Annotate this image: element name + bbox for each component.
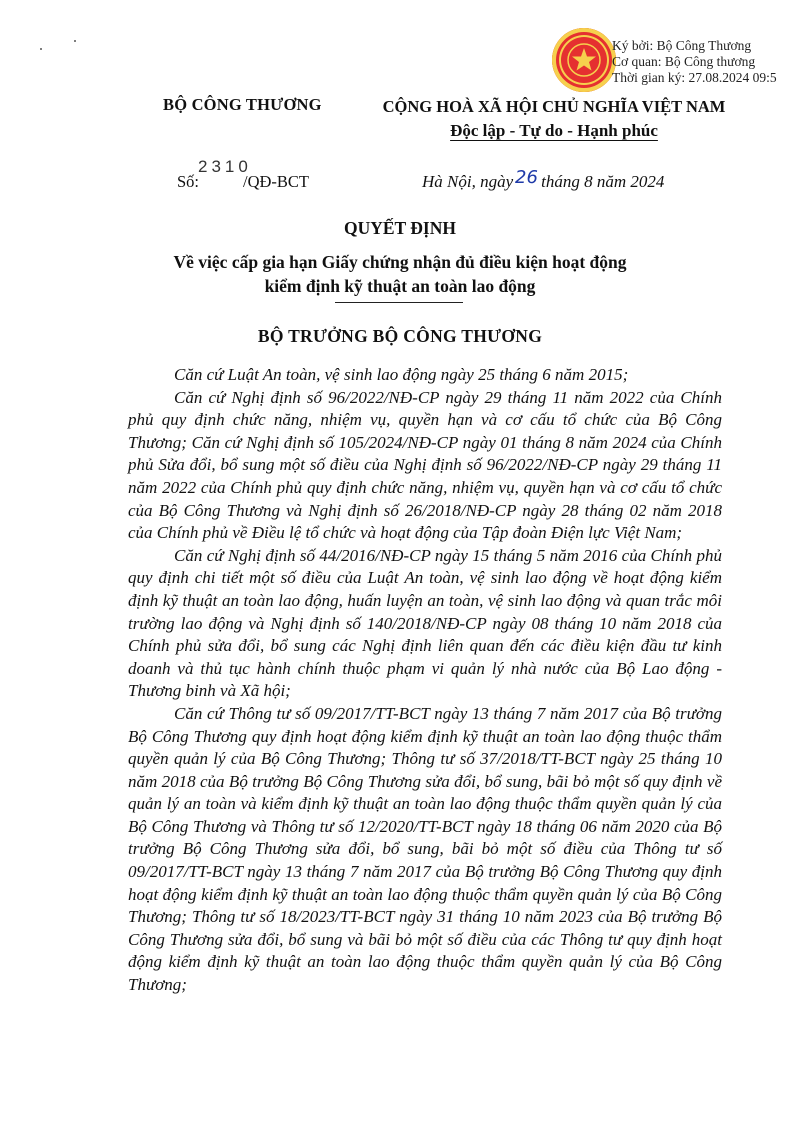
signed-by: Ký bởi: Bộ Công Thương xyxy=(612,38,752,53)
handwritten-day: 26 xyxy=(515,167,538,188)
legal-basis-paragraph: Căn cứ Thông tư số 09/2017/TT-BCT ngày 13 tháng 7 năm 2017 của Bộ trưởng Bộ Công Thương quy định hoạt động kiểm định kỹ thuật an toàn lao động thuộc thẩm quyền quản lý của Bộ Công Thương; Thông tư số 37/2018/TT-BCT ngày 25 tháng 10 năm 2018 của Bộ trưởng Bộ Công Thương sửa đổi, bổ sung, bãi bỏ một số quy định về quản lý an toàn và kiểm định kỹ thuật an toàn lao động thuộc thẩm quyền quản lý của Bộ Công Thương và Thông tư số 12/2020/TT-BCT ngày 18 tháng 06 năm 2020 của Bộ trưởng Bộ Công Thương sửa đổi, bổ sung, bãi bỏ một số điều của Thông tư số 09/2017/TT-BCT ngày 13 tháng 7 năm 2017 của Bộ trưởng Bộ Công Thương quy định hoạt động kiểm định kỹ thuật an toàn lao động thuộc thẩm quyền quản lý của Bộ Công Thương; Thông tư số 18/2023/TT-BCT ngày 31 tháng 10 năm 2023 của Bộ trưởng Bộ Công Thương sửa đổi, bổ sung và bãi bỏ một số điều của các Thông tư quy định hoạt động kiểm định kỹ thuật an toàn lao động thuộc thẩm quyền quản lý của Bộ Công Thương; xyxy=(128,703,722,995)
signing-agency: Cơ quan: Bộ Công thương xyxy=(612,54,756,69)
signing-time: Thời gian ký: 27.08.2024 09:5 xyxy=(612,70,777,85)
scan-speck xyxy=(74,40,76,42)
legal-basis-paragraph: Căn cứ Nghị định số 44/2016/NĐ-CP ngày 15 tháng 5 năm 2016 của Chính phủ quy định chi tiết một số điều của Luật An toàn, vệ sinh lao động về hoạt động kiểm định kỹ thuật an toàn lao động, huấn luyện an toàn, vệ sinh lao động và quan trắc môi trường lao động và Nghị định số 140/2018/NĐ-CP ngày 08 tháng 10 năm 2018 của Chính phủ sửa đổi, bổ sung các Nghị định liên quan đến các điều kiện đầu tư kinh doanh và thủ tục hành chính thuộc phạm vi quản lý nhà nước của Bộ Lao động - Thương binh và Xã hội; xyxy=(128,545,722,701)
number-suffix: /QĐ-BCT xyxy=(243,172,310,191)
national-header xyxy=(374,95,734,143)
country-name: CỘNG HOÀ XÃ HỘI CHỦ NGHĨA VIỆT NAM xyxy=(382,97,726,116)
date-prefix: Hà Nội, ngày xyxy=(422,172,514,191)
title-underline xyxy=(335,302,463,303)
star-emblem-icon xyxy=(552,28,616,92)
issuer-title: BỘ TRƯỞNG BỘ CÔNG THƯƠNG xyxy=(257,326,543,346)
scan-speck xyxy=(40,48,42,50)
document-type: QUYẾT ĐỊNH xyxy=(344,218,456,238)
document-number: 2310 xyxy=(198,157,252,176)
number-label: Số: xyxy=(177,172,200,191)
subject-line-1: Về việc cấp gia hạn Giấy chứng nhận đủ điều kiện hoạt động xyxy=(173,252,627,272)
national-motto: Độc lập - Tự do - Hạnh phúc xyxy=(450,121,658,140)
date-suffix: tháng 8 năm 2024 xyxy=(541,172,665,191)
legal-basis xyxy=(128,364,722,997)
legal-basis-paragraph: Căn cứ Luật An toàn, vệ sinh lao động ngày 25 tháng 6 năm 2015; xyxy=(174,365,629,384)
ministry-name: BỘ CÔNG THƯƠNG xyxy=(163,95,322,114)
issue-date xyxy=(422,172,664,192)
subject-line-2: kiểm định kỹ thuật an toàn lao động xyxy=(264,276,536,296)
official-seal xyxy=(552,28,616,92)
legal-basis-paragraph: Căn cứ Nghị định số 96/2022/NĐ-CP ngày 29 tháng 11 năm 2022 của Chính phủ quy định chức năng, nhiệm vụ, quyền hạn và cơ cấu tổ chức của Bộ Công Thương; Căn cứ Nghị định số 105/2024/NĐ-CP ngày 01 tháng 8 năm 2024 của Chính phủ Sửa đổi, bổ sung một số điều của Nghị định số 96/2022/NĐ-CP ngày 29 tháng 11 năm 2022 của Chính phủ quy định chức năng, nhiệm vụ, quyền hạn và cơ cấu tổ chức của Bộ Công Thương và Nghị định số 26/2018/NĐ-CP ngày 28 tháng 02 năm 2018 của Chính phủ về Điều lệ tổ chức và hoạt động của Tập đoàn Điện lực Việt Nam; xyxy=(128,387,722,543)
digital-signature-block xyxy=(612,38,800,86)
